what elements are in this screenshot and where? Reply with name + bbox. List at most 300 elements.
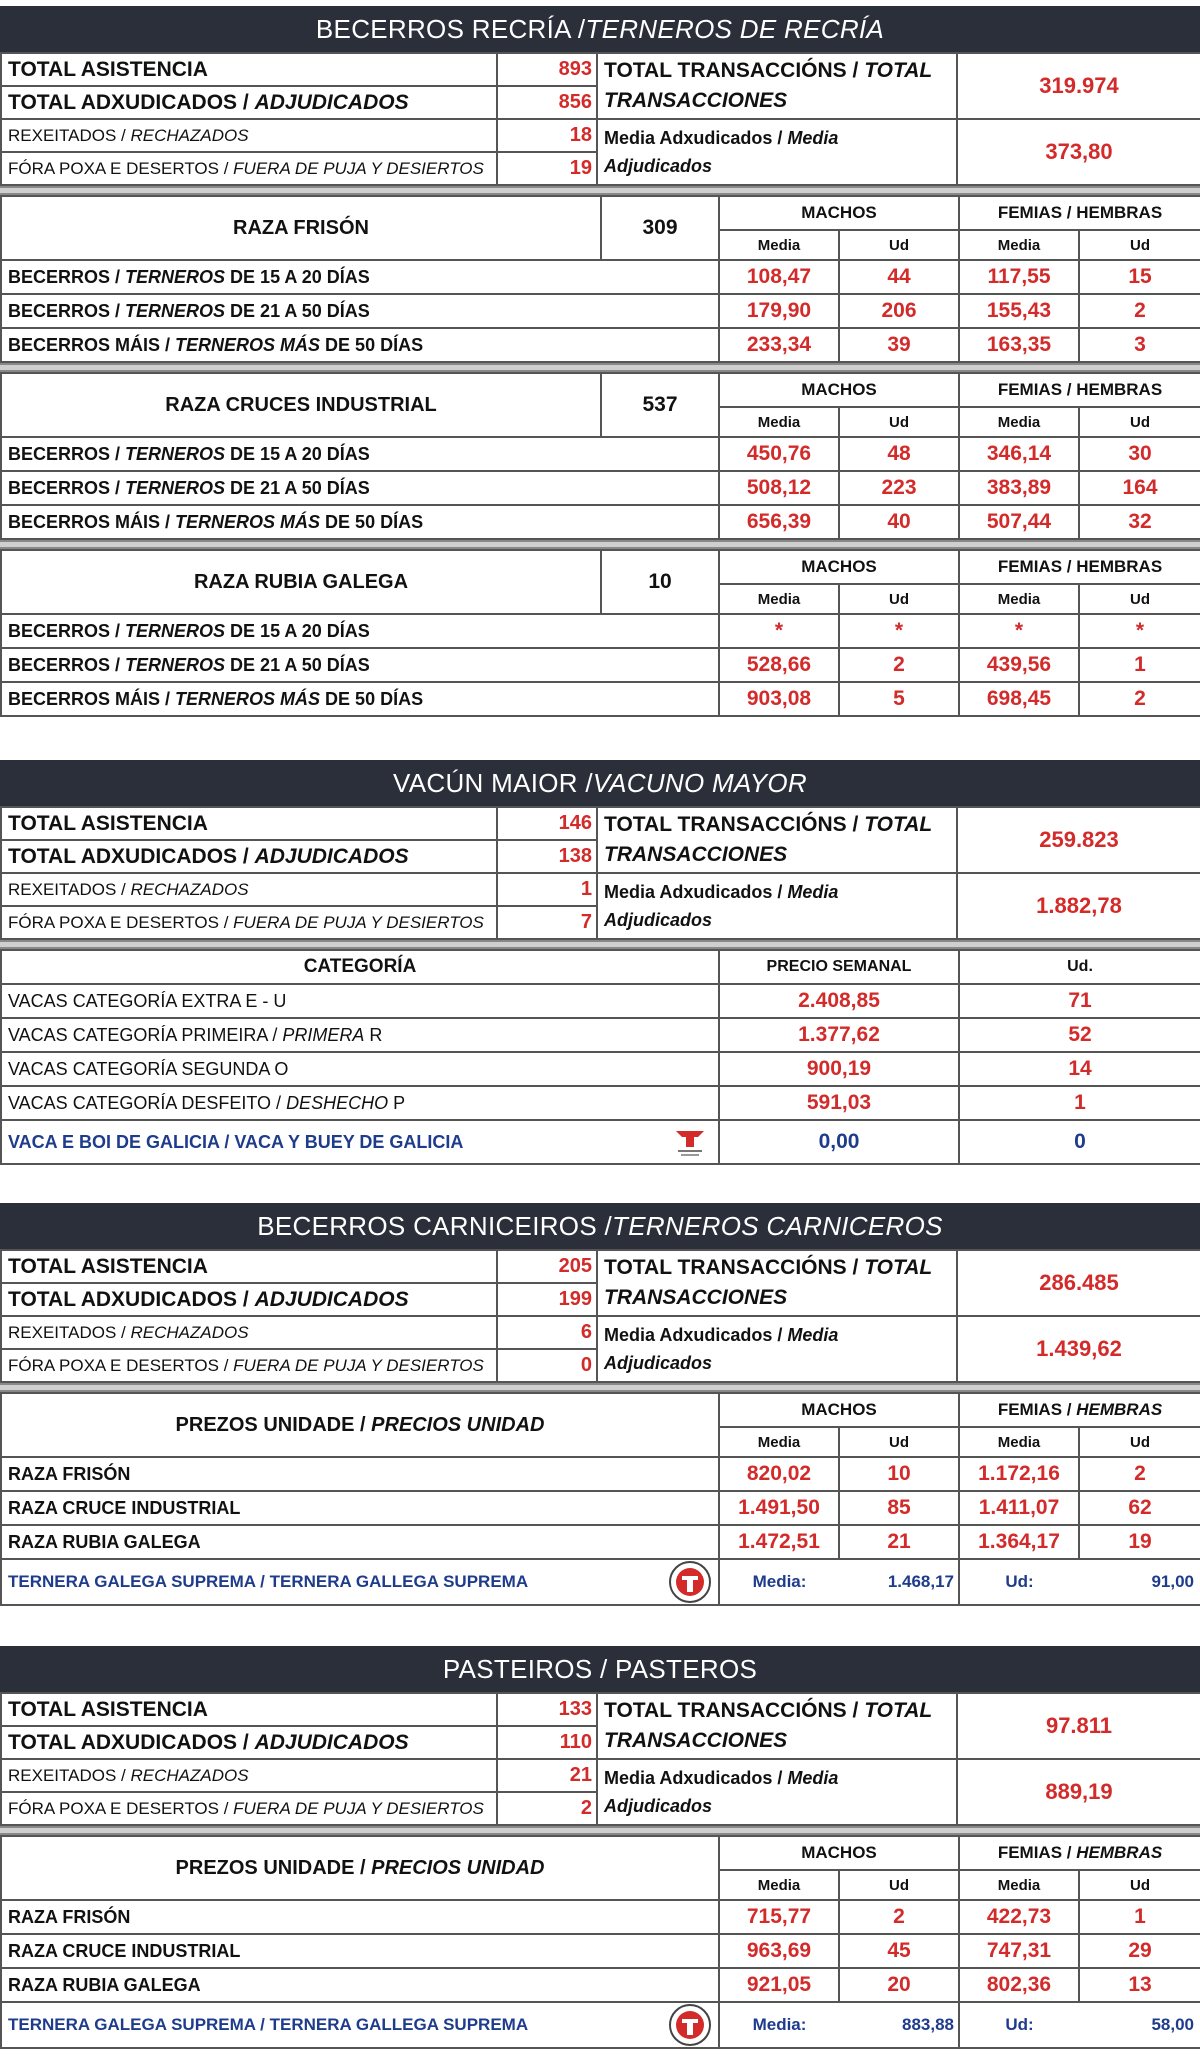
section-header-pasteiros: [0, 1646, 1200, 1692]
cell-value: *: [839, 614, 959, 648]
ud-header: Ud: [839, 407, 959, 437]
cell-value: 715,77: [719, 1900, 839, 1934]
section-title: BECERROS CARNICEIROS /: [257, 1210, 613, 1241]
adx-label: TOTAL ADXUDICADOS /: [8, 1287, 255, 1311]
category-label-a: VACAS CATEGORÍA PRIMEIRA /: [8, 1024, 283, 1045]
category-label-it: DESHECHO: [286, 1092, 389, 1113]
ud-header: Ud: [1079, 1870, 1200, 1900]
cell-value: 30: [1079, 437, 1200, 471]
category-label: [1, 984, 719, 1018]
media-header: Media: [719, 584, 839, 614]
row-label: [1, 294, 719, 328]
section-pasteiros: [0, 1646, 1200, 2049]
cell-value: 19: [1079, 1525, 1200, 1559]
adx-label-it: ADJUDICADOS: [254, 1730, 409, 1754]
cell-value: 439,56: [959, 648, 1079, 682]
total-adjudicados-label: [1, 86, 497, 119]
breed-header-row: [1, 373, 1200, 407]
rechazados-value: 6: [497, 1316, 597, 1349]
media-adjudicados-label: [597, 1316, 957, 1382]
row-label-a: BECERROS MÁIS /: [8, 334, 176, 355]
fuera-puja-value: 2: [497, 1792, 597, 1825]
fora-label-it: FUERA DE PUJA Y DESIERTOS: [233, 158, 484, 178]
row-label: [1, 437, 719, 471]
ud-header: Ud: [839, 1870, 959, 1900]
row-label: [1, 260, 719, 294]
total-asistencia-label: TOTAL ASISTENCIA: [1, 807, 497, 840]
cell-value: *: [719, 614, 839, 648]
precio-semanal-header: PRECIO SEMANAL: [719, 950, 959, 984]
row-label-it: TERNEROS: [125, 477, 226, 498]
cell-value: 62: [1079, 1491, 1200, 1525]
prezos-label: PREZOS UNIDADE /: [175, 1413, 372, 1436]
cell-value: 963,69: [719, 1934, 839, 1968]
row-label-it: TERNEROS: [125, 300, 226, 321]
vaca-buey-galicia-logo-icon: [670, 1125, 710, 1159]
galicia-label: VACA E BOI DE GALICIA / VACA Y BUEY DE GALICIA: [1, 1120, 661, 1164]
femias-header: [959, 1836, 1200, 1870]
cell-value: 698,45: [959, 682, 1079, 716]
summary-row: [1, 1693, 1200, 1726]
summary-table: [0, 806, 1200, 940]
fora-label: FÓRA POXA E DESERTOS /: [8, 912, 234, 932]
row-label: RAZA FRISÓN: [1, 1457, 719, 1491]
fora-label-it: FUERA DE PUJA Y DESIERTOS: [233, 912, 484, 932]
prezos-unidade-header: [1, 1393, 719, 1457]
media-header: Media: [719, 407, 839, 437]
rex-label: REXEITADOS /: [8, 1765, 131, 1785]
row-label-c: DE 15 A 20 DÍAS: [225, 266, 370, 287]
rex-label-it: RECHAZADOS: [130, 1765, 249, 1785]
row-label-it: TERNEROS: [125, 443, 226, 464]
trans-label-it-2: TRANSACCIONES: [604, 843, 788, 866]
row-label: RAZA RUBIA GALEGA: [1, 1968, 719, 2002]
category-row: [1, 1018, 1200, 1052]
cell-value: 1: [1079, 1900, 1200, 1934]
section-title-italic: TERNEROS CARNICEROS: [612, 1210, 943, 1241]
summary-row: [1, 53, 1200, 86]
table-row: [1, 614, 1200, 648]
row-label-c: DE 21 A 50 DÍAS: [225, 654, 370, 675]
row-label-a: BECERROS /: [8, 620, 126, 641]
total-adjudicados-value: 110: [497, 1726, 597, 1759]
row-label-c: DE 15 A 20 DÍAS: [225, 443, 370, 464]
fora-label: FÓRA POXA E DESERTOS /: [8, 158, 234, 178]
row-label-a: BECERROS MÁIS /: [8, 511, 176, 532]
ud-header: Ud: [1079, 584, 1200, 614]
femias-header: FEMIAS / HEMBRAS: [959, 373, 1200, 407]
trans-label-it: TOTAL: [864, 1699, 933, 1722]
media-adjudicados-value: 1.439,62: [957, 1316, 1200, 1382]
cell-value: 32: [1079, 505, 1200, 539]
table-row: [1, 294, 1200, 328]
category-label: [1, 1086, 719, 1120]
summary-row: [1, 873, 1200, 906]
cell-value: 820,02: [719, 1457, 839, 1491]
trans-label-it-2: TRANSACCIONES: [604, 1286, 788, 1309]
rechazados-value: 1: [497, 873, 597, 906]
adx-label-it: ADJUDICADOS: [254, 90, 409, 114]
breed-name: RAZA RUBIA GALEGA: [1, 550, 601, 614]
galicia-logo-cell: [661, 1120, 719, 1164]
machos-header: MACHOS: [719, 1393, 959, 1427]
cell-value: 656,39: [719, 505, 839, 539]
machos-header: MACHOS: [719, 373, 959, 407]
suprema-row: [1, 2002, 1200, 2048]
cell-value: 21: [839, 1525, 959, 1559]
breed-table: [0, 549, 1200, 717]
total-asistencia-value: 133: [497, 1693, 597, 1726]
cell-value: 1.472,51: [719, 1525, 839, 1559]
fuera-puja-value: 7: [497, 906, 597, 939]
section-recria: [0, 6, 1200, 717]
cell-value: 179,90: [719, 294, 839, 328]
fora-label: FÓRA POXA E DESERTOS /: [8, 1355, 234, 1375]
rechazados-label: [1, 119, 497, 152]
ternera-suprema-logo-icon: [668, 1560, 712, 1604]
section-title-italic: TERNEROS DE RECRÍA: [585, 13, 885, 44]
cell-value: 1.172,16: [959, 1457, 1079, 1491]
total-transacciones-value: 259.823: [957, 807, 1200, 873]
adx-label-it: ADJUDICADOS: [254, 844, 409, 868]
prezos-label: PREZOS UNIDADE /: [175, 1856, 372, 1879]
table-row: [1, 1934, 1200, 1968]
section-divider: [0, 1826, 1200, 1835]
row-label-a: BECERROS /: [8, 443, 126, 464]
cell-value: 2: [1079, 1457, 1200, 1491]
cell-value: 528,66: [719, 648, 839, 682]
adx-label-it: ADJUDICADOS: [254, 1287, 409, 1311]
breed-table: [0, 195, 1200, 363]
cell-value: 44: [839, 260, 959, 294]
media-label-it: Media: [787, 1325, 839, 1345]
cell-value: 164: [1079, 471, 1200, 505]
cell-value: 2: [1079, 682, 1200, 716]
table-row: [1, 1968, 1200, 2002]
machos-header: MACHOS: [719, 196, 959, 230]
breed-count: 309: [601, 196, 719, 260]
galicia-ud: 0: [959, 1120, 1200, 1164]
fora-label-it: FUERA DE PUJA Y DESIERTOS: [233, 1355, 484, 1375]
adx-label: TOTAL ADXUDICADOS /: [8, 90, 255, 114]
total-transacciones-value: 286.485: [957, 1250, 1200, 1316]
cell-value: 20: [839, 1968, 959, 2002]
adx-label: TOTAL ADXUDICADOS /: [8, 1730, 255, 1754]
rechazados-value: 18: [497, 119, 597, 152]
media-label-it-2: Adjudicados: [604, 1353, 713, 1373]
breed-count: 10: [601, 550, 719, 614]
row-label-a: BECERROS /: [8, 477, 126, 498]
cell-value: 507,44: [959, 505, 1079, 539]
rex-label-it: RECHAZADOS: [130, 1322, 249, 1342]
media-adjudicados-value: 1.882,78: [957, 873, 1200, 939]
media-label-it: Media: [787, 1768, 839, 1788]
suprema-media-value: 1.468,17: [839, 1559, 959, 1605]
cell-value: 85: [839, 1491, 959, 1525]
row-label: [1, 328, 719, 362]
media-header: Media: [959, 584, 1079, 614]
fora-label-it: FUERA DE PUJA Y DESIERTOS: [233, 1798, 484, 1818]
machos-header: MACHOS: [719, 550, 959, 584]
media-header: Media: [719, 230, 839, 260]
cell-value: *: [1079, 614, 1200, 648]
prezos-unidade-header: [1, 1836, 719, 1900]
table-row: [1, 1900, 1200, 1934]
row-label: [1, 471, 719, 505]
rex-label-it: RECHAZADOS: [130, 879, 249, 899]
total-transacciones-value: 319.974: [957, 53, 1200, 119]
total-asistencia-label: TOTAL ASISTENCIA: [1, 53, 497, 86]
rechazados-label: [1, 1316, 497, 1349]
total-asistencia-label: TOTAL ASISTENCIA: [1, 1693, 497, 1726]
galicia-row: [1, 1120, 1200, 1164]
media-header: Media: [959, 1427, 1079, 1457]
media-header: Media: [719, 1870, 839, 1900]
category-label: [1, 1018, 719, 1052]
category-label-a: VACAS CATEGORÍA EXTRA E - U: [8, 990, 287, 1011]
section-divider: [0, 186, 1200, 195]
suprema-ud-label: Ud:: [959, 1559, 1079, 1605]
suprema-media-label: Media:: [719, 2002, 839, 2048]
trans-label-it: TOTAL: [864, 59, 933, 82]
femias-header: FEMIAS / HEMBRAS: [959, 550, 1200, 584]
row-label: [1, 505, 719, 539]
summary-table: [0, 1249, 1200, 1383]
cell-value: 747,31: [959, 1934, 1079, 1968]
table-row: [1, 437, 1200, 471]
row-label-it: TERNEROS: [125, 620, 226, 641]
media-header: Media: [959, 407, 1079, 437]
table-row: [1, 1491, 1200, 1525]
media-header: Media: [959, 230, 1079, 260]
ud-header: Ud: [839, 1427, 959, 1457]
ud-header: Ud: [1079, 230, 1200, 260]
ud-header: Ud: [1079, 407, 1200, 437]
media-header: Media: [959, 1870, 1079, 1900]
media-label: Media Adxudicados /: [604, 128, 788, 148]
trans-label-it: TOTAL: [864, 813, 933, 836]
cell-value: 45: [839, 1934, 959, 1968]
cell-value: 3: [1079, 328, 1200, 362]
ud-header: Ud: [1079, 1427, 1200, 1457]
table-row: [1, 648, 1200, 682]
table-row: [1, 471, 1200, 505]
unit-header-row: [1, 1836, 1200, 1870]
media-label: Media Adxudicados /: [604, 1768, 788, 1788]
fuera-puja-label: [1, 1792, 497, 1825]
row-label: RAZA CRUCE INDUSTRIAL: [1, 1934, 719, 1968]
suprema-media-label: Media:: [719, 1559, 839, 1605]
cell-value: 48: [839, 437, 959, 471]
breed-count: 537: [601, 373, 719, 437]
suprema-media-value: 883,88: [839, 2002, 959, 2048]
cell-value: 233,34: [719, 328, 839, 362]
rex-label: REXEITADOS /: [8, 1322, 131, 1342]
total-adjudicados-label: [1, 1283, 497, 1316]
section-header-vacun: [0, 760, 1200, 806]
category-row: [1, 984, 1200, 1018]
section-vacun-mayor: [0, 760, 1200, 1165]
category-ud: 52: [959, 1018, 1200, 1052]
table-row: [1, 1525, 1200, 1559]
row-label-a: BECERROS MÁIS /: [8, 688, 176, 709]
suprema-logo-cell: [661, 2002, 719, 2048]
row-label-a: BECERROS /: [8, 266, 126, 287]
row-label: [1, 648, 719, 682]
category-row: [1, 1086, 1200, 1120]
row-label-a: BECERROS /: [8, 300, 126, 321]
section-title-italic: VACUNO MAYOR: [592, 767, 807, 798]
femias-label-it: HEMBRAS: [1076, 1400, 1163, 1419]
table-row: [1, 1457, 1200, 1491]
total-asistencia-label: TOTAL ASISTENCIA: [1, 1250, 497, 1283]
unit-header-row: [1, 1393, 1200, 1427]
rex-label: REXEITADOS /: [8, 879, 131, 899]
cell-value: 1.491,50: [719, 1491, 839, 1525]
row-label-c: DE 15 A 20 DÍAS: [225, 620, 370, 641]
category-ud: 71: [959, 984, 1200, 1018]
category-ud: 1: [959, 1086, 1200, 1120]
row-label: [1, 682, 719, 716]
cell-value: 2: [1079, 294, 1200, 328]
media-label-it-2: Adjudicados: [604, 910, 713, 930]
rechazados-label: [1, 1759, 497, 1792]
cell-value: 40: [839, 505, 959, 539]
table-row: [1, 260, 1200, 294]
cell-value: 206: [839, 294, 959, 328]
section-title: BECERROS RECRÍA /: [315, 13, 586, 44]
cell-value: 39: [839, 328, 959, 362]
femias-label-it: HEMBRAS: [1076, 1843, 1163, 1862]
category-header-row: [1, 950, 1200, 984]
cell-value: 1: [1079, 648, 1200, 682]
summary-row: [1, 807, 1200, 840]
table-row: [1, 682, 1200, 716]
cell-value: 223: [839, 471, 959, 505]
category-ud: 14: [959, 1052, 1200, 1086]
unit-price-table: [0, 1835, 1200, 2049]
cell-value: 1.411,07: [959, 1491, 1079, 1525]
cell-value: 5: [839, 682, 959, 716]
total-asistencia-value: 893: [497, 53, 597, 86]
row-label-c: DE 50 DÍAS: [320, 334, 424, 355]
rechazados-label: [1, 873, 497, 906]
rex-label-it: RECHAZADOS: [130, 125, 249, 145]
row-label-c: DE 50 DÍAS: [320, 688, 424, 709]
row-label-c: DE 21 A 50 DÍAS: [225, 477, 370, 498]
category-label-c: R: [364, 1024, 383, 1045]
category-price: 2.408,85: [719, 984, 959, 1018]
prezos-label-it: PRECIOS UNIDAD: [371, 1856, 545, 1879]
cell-value: 117,55: [959, 260, 1079, 294]
galicia-price: 0,00: [719, 1120, 959, 1164]
category-table: [0, 949, 1200, 1165]
cell-value: 508,12: [719, 471, 839, 505]
row-label-it: TERNEROS MÁS: [175, 511, 321, 532]
ud-header: Ud.: [959, 950, 1200, 984]
cell-value: 1.364,17: [959, 1525, 1079, 1559]
total-adjudicados-value: 138: [497, 840, 597, 873]
breed-header-row: [1, 196, 1200, 230]
media-adjudicados-label: [597, 1759, 957, 1825]
cell-value: 163,35: [959, 328, 1079, 362]
media-label: Media Adxudicados /: [604, 882, 788, 902]
cell-value: 29: [1079, 1934, 1200, 1968]
section-title: PASTEIROS / PASTEROS: [442, 1653, 758, 1684]
category-label-a: VACAS CATEGORÍA SEGUNDA O: [8, 1058, 289, 1079]
fuera-puja-label: [1, 152, 497, 185]
media-label-it: Media: [787, 882, 839, 902]
suprema-ud-value: 58,00: [1079, 2002, 1200, 2048]
trans-label-it-2: TRANSACCIONES: [604, 89, 788, 112]
row-label: RAZA CRUCE INDUSTRIAL: [1, 1491, 719, 1525]
total-transacciones-label: [597, 53, 957, 119]
fuera-puja-value: 19: [497, 152, 597, 185]
section-divider: [0, 1383, 1200, 1392]
category-price: 900,19: [719, 1052, 959, 1086]
machos-header: MACHOS: [719, 1836, 959, 1870]
categoria-header: CATEGORÍA: [1, 950, 719, 984]
section-divider: [0, 363, 1200, 372]
section-carniceiros: [0, 1203, 1200, 1606]
femias-header: [959, 1393, 1200, 1427]
suprema-label: TERNERA GALEGA SUPREMA / TERNERA GALLEGA SUPREMA: [1, 2002, 661, 2048]
row-label: [1, 614, 719, 648]
summary-row: [1, 1759, 1200, 1792]
category-price: 1.377,62: [719, 1018, 959, 1052]
summary-row: [1, 119, 1200, 152]
category-label-c: P: [388, 1092, 406, 1113]
cell-value: 422,73: [959, 1900, 1079, 1934]
total-adjudicados-value: 199: [497, 1283, 597, 1316]
total-asistencia-value: 146: [497, 807, 597, 840]
media-label-it-2: Adjudicados: [604, 156, 713, 176]
row-label-it: TERNEROS: [125, 654, 226, 675]
total-transacciones-value: 97.811: [957, 1693, 1200, 1759]
total-asistencia-value: 205: [497, 1250, 597, 1283]
row-label: RAZA FRISÓN: [1, 1900, 719, 1934]
breed-name: RAZA CRUCES INDUSTRIAL: [1, 373, 601, 437]
trans-label: TOTAL TRANSACCIÓNS /: [604, 59, 865, 82]
trans-label: TOTAL TRANSACCIÓNS /: [604, 1256, 865, 1279]
suprema-row: [1, 1559, 1200, 1605]
fora-label: FÓRA POXA E DESERTOS /: [8, 1798, 234, 1818]
cell-value: 2: [839, 1900, 959, 1934]
ternera-suprema-logo-icon: [668, 2003, 712, 2047]
total-transacciones-label: [597, 1693, 957, 1759]
rechazados-value: 21: [497, 1759, 597, 1792]
total-adjudicados-label: [1, 840, 497, 873]
trans-label: TOTAL TRANSACCIÓNS /: [604, 813, 865, 836]
suprema-ud-label: Ud:: [959, 2002, 1079, 2048]
cell-value: 15: [1079, 260, 1200, 294]
cell-value: 383,89: [959, 471, 1079, 505]
femias-label: FEMIAS /: [997, 1843, 1077, 1862]
cell-value: 450,76: [719, 437, 839, 471]
table-row: [1, 505, 1200, 539]
category-label-a: VACAS CATEGORÍA DESFEITO /: [8, 1092, 287, 1113]
media-label-it-2: Adjudicados: [604, 1796, 713, 1816]
row-label: RAZA RUBIA GALEGA: [1, 1525, 719, 1559]
media-header: Media: [719, 1427, 839, 1457]
total-adjudicados-label: [1, 1726, 497, 1759]
summary-row: [1, 1250, 1200, 1283]
cell-value: 802,36: [959, 1968, 1079, 2002]
media-label: Media Adxudicados /: [604, 1325, 788, 1345]
section-header-carniceiros: [0, 1203, 1200, 1249]
cell-value: 155,43: [959, 294, 1079, 328]
category-price: 591,03: [719, 1086, 959, 1120]
